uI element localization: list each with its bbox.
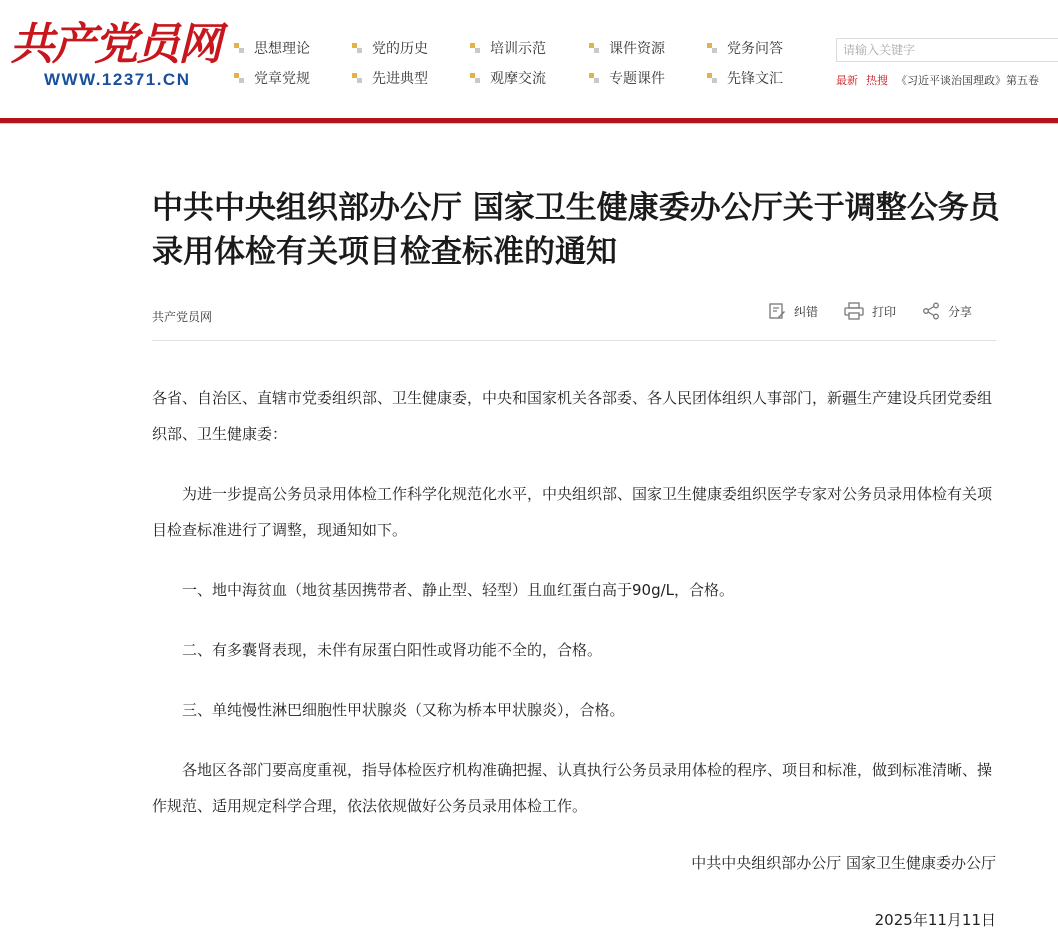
nav-label: 先锋文汇 <box>727 71 783 87</box>
paragraph: 为进一步提高公务员录用体检工作科学化规范化水平，中央组织部、国家卫生健康委组织医学专家对公务员录用体检有关项目检查标准进行了调整，现通知如下。 <box>152 485 993 539</box>
article-body <box>152 380 996 848</box>
nav-bullet-icon <box>352 43 362 53</box>
nav-item-special[interactable] <box>589 68 665 88</box>
paragraph: 三、单纯慢性淋巴细胞性甲状腺炎（又称为桥本甲状腺炎），合格。 <box>182 701 625 719</box>
nav-label: 课件资源 <box>609 41 665 57</box>
printer-icon <box>844 302 864 320</box>
correct-label: 纠错 <box>794 304 819 319</box>
share-button[interactable] <box>922 302 972 320</box>
nav-row-1 <box>234 38 824 68</box>
nav-label: 党章党规 <box>254 71 310 87</box>
nav-bullet-icon <box>352 73 362 83</box>
share-label: 分享 <box>948 304 973 319</box>
main-nav <box>234 38 824 98</box>
search-input[interactable] <box>837 39 1058 61</box>
nav-item-pioneer[interactable] <box>707 68 783 88</box>
title-divider <box>152 340 996 341</box>
logo-text: 共产党员网 <box>10 19 220 70</box>
article-title: 中共中央组织部办公厅 国家卫生健康委办公厅关于调整公务员录用体检有关项目检查标准的通知 <box>152 190 1000 270</box>
nav-item-courseware[interactable] <box>589 38 665 58</box>
paragraph: 一、地中海贫血（地贫基因携带者、静止型、轻型）且血红蛋白高于90g/L，合格。 <box>182 581 735 599</box>
nav-item-regulations[interactable] <box>234 68 310 88</box>
nav-item-exchange[interactable] <box>470 68 546 88</box>
edit-icon <box>768 302 786 320</box>
hot-search <box>836 72 1039 88</box>
print-button[interactable] <box>844 302 896 320</box>
hot-trending-link[interactable]: 热搜 <box>866 74 888 87</box>
logo-url: WWW.12371.CN <box>44 70 191 89</box>
hot-topic-link[interactable]: 《习近平谈治国理政》第五卷 <box>896 74 1039 87</box>
nav-item-theory[interactable] <box>234 38 310 58</box>
nav-label: 观摩交流 <box>490 71 546 87</box>
nav-label: 党的历史 <box>372 41 428 57</box>
nav-bullet-icon <box>707 43 717 53</box>
article-source: 共产党员网 <box>152 310 213 324</box>
site-logo[interactable] <box>10 19 220 100</box>
nav-bullet-icon <box>234 43 244 53</box>
nav-row-2 <box>234 68 824 98</box>
site-header <box>0 0 1058 118</box>
article-date: 2025年11月11日 <box>874 911 996 929</box>
nav-item-models[interactable] <box>352 68 428 88</box>
nav-bullet-icon <box>470 43 480 53</box>
article-signature: 中共中央组织部办公厅 国家卫生健康委办公厅 <box>691 854 996 872</box>
share-icon <box>922 302 940 320</box>
nav-bullet-icon <box>589 73 599 83</box>
paragraph-salutation: 各省、自治区、直辖市党委组织部、卫生健康委，中央和国家机关各部委、各人民团体组织人事部门，新疆生产建设兵团党委组织部、卫生健康委： <box>152 389 993 443</box>
paragraph: 各地区各部门要高度重视，指导体检医疗机构准确把握、认真执行公务员录用体检的程序、项目和标准，做到标准清晰、操作规范、适用规定科学合理，依法依规做好公务员录用体检工作。 <box>152 761 993 815</box>
nav-bullet-icon <box>707 73 717 83</box>
nav-bullet-icon <box>470 73 480 83</box>
correct-button[interactable] <box>768 302 818 320</box>
nav-label: 先进典型 <box>372 71 428 87</box>
hot-latest-link[interactable]: 最新 <box>836 74 858 87</box>
nav-bullet-icon <box>589 43 599 53</box>
nav-item-history[interactable] <box>352 38 428 58</box>
nav-item-qa[interactable] <box>707 38 783 58</box>
header-divider-shadow <box>0 123 1058 124</box>
nav-item-training[interactable] <box>470 38 546 58</box>
nav-label: 专题课件 <box>609 71 665 87</box>
article-tools <box>768 302 972 320</box>
paragraph: 二、有多囊肾表现，未伴有尿蛋白阳性或肾功能不全的，合格。 <box>182 641 603 659</box>
nav-bullet-icon <box>234 73 244 83</box>
nav-label: 党务问答 <box>727 41 783 57</box>
print-label: 打印 <box>872 304 897 319</box>
nav-label: 培训示范 <box>490 41 546 57</box>
nav-label: 思想理论 <box>254 41 310 57</box>
search-box <box>836 38 1058 62</box>
